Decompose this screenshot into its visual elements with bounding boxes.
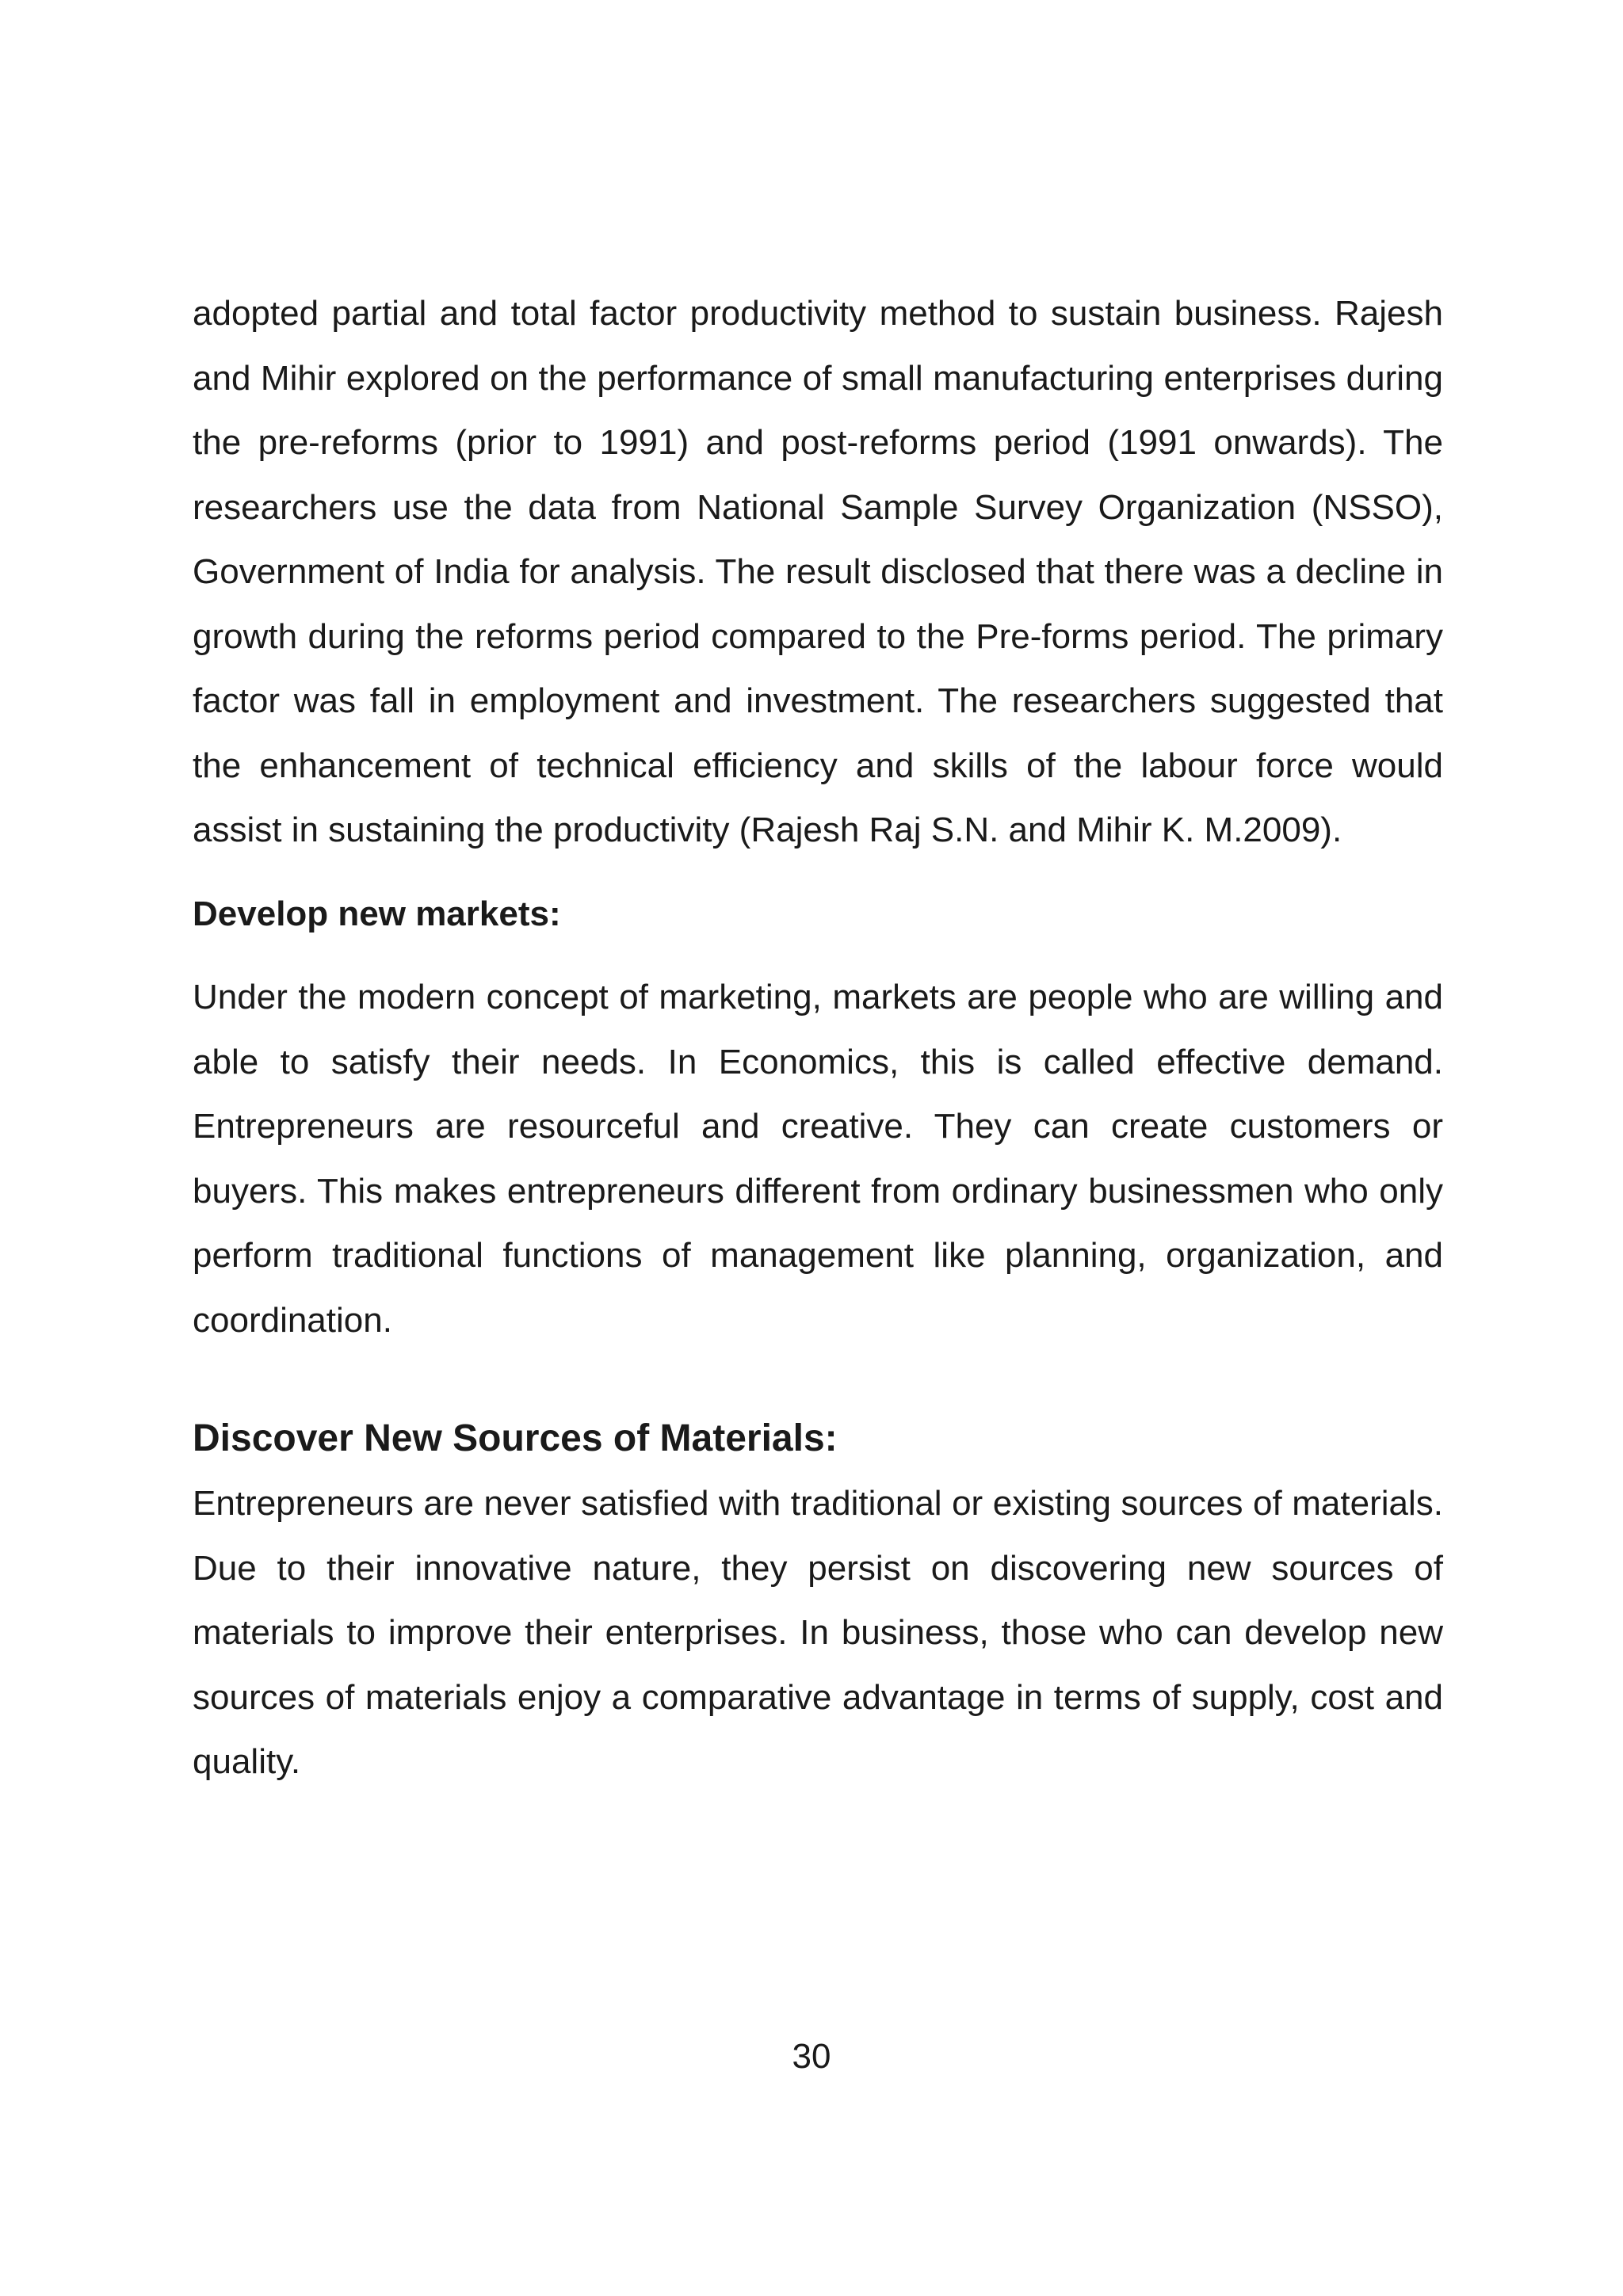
paragraph-productivity-study: adopted partial and total factor productivity method to sustain business. Rajesh and Mihir explored on the performance of small manufacturing enterprises during the pre-reforms (prior to 1991) and post-reforms period (1991 onwards). The researchers use the data from National Sample Survey Organization (NSSO), Government of India for analysis. The result disclosed that there was a decline in growth during the reforms period compared to the Pre-forms period. The primary factor was fall in employment and investment. The researchers suggested that the enhancement of technical efficiency and skills of the labour force would assist in sustaining the productivity (Rajesh Raj S.N. and Mihir K. M.2009).: [193, 294, 1443, 849]
page-content: [193, 281, 1443, 1794]
heading-develop-new-markets: Develop new markets:: [193, 894, 561, 933]
page-number: 30: [792, 2037, 831, 2076]
paragraph-discover-new-sources: Entrepreneurs are never satisfied with traditional or existing sources of materials. Due to their innovative nature, they persist on discovering new sources of materials to improve their enterprises. In business, those who can develop new sources of materials enjoy a comparative advantage in terms of supply, cost and quality.: [193, 1484, 1443, 1781]
heading-discover-new-sources: Discover New Sources of Materials:: [193, 1417, 838, 1459]
paragraph-develop-new-markets: Under the modern concept of marketing, markets are people who are willing and able to satisfy their needs. In Economics, this is called effective demand. Entrepreneurs are resourceful and creative. They can create customers or buyers. This makes entrepreneurs different from ordinary businessmen who only perform traditional functions of management like planning, organization, and coordination.: [193, 978, 1443, 1340]
